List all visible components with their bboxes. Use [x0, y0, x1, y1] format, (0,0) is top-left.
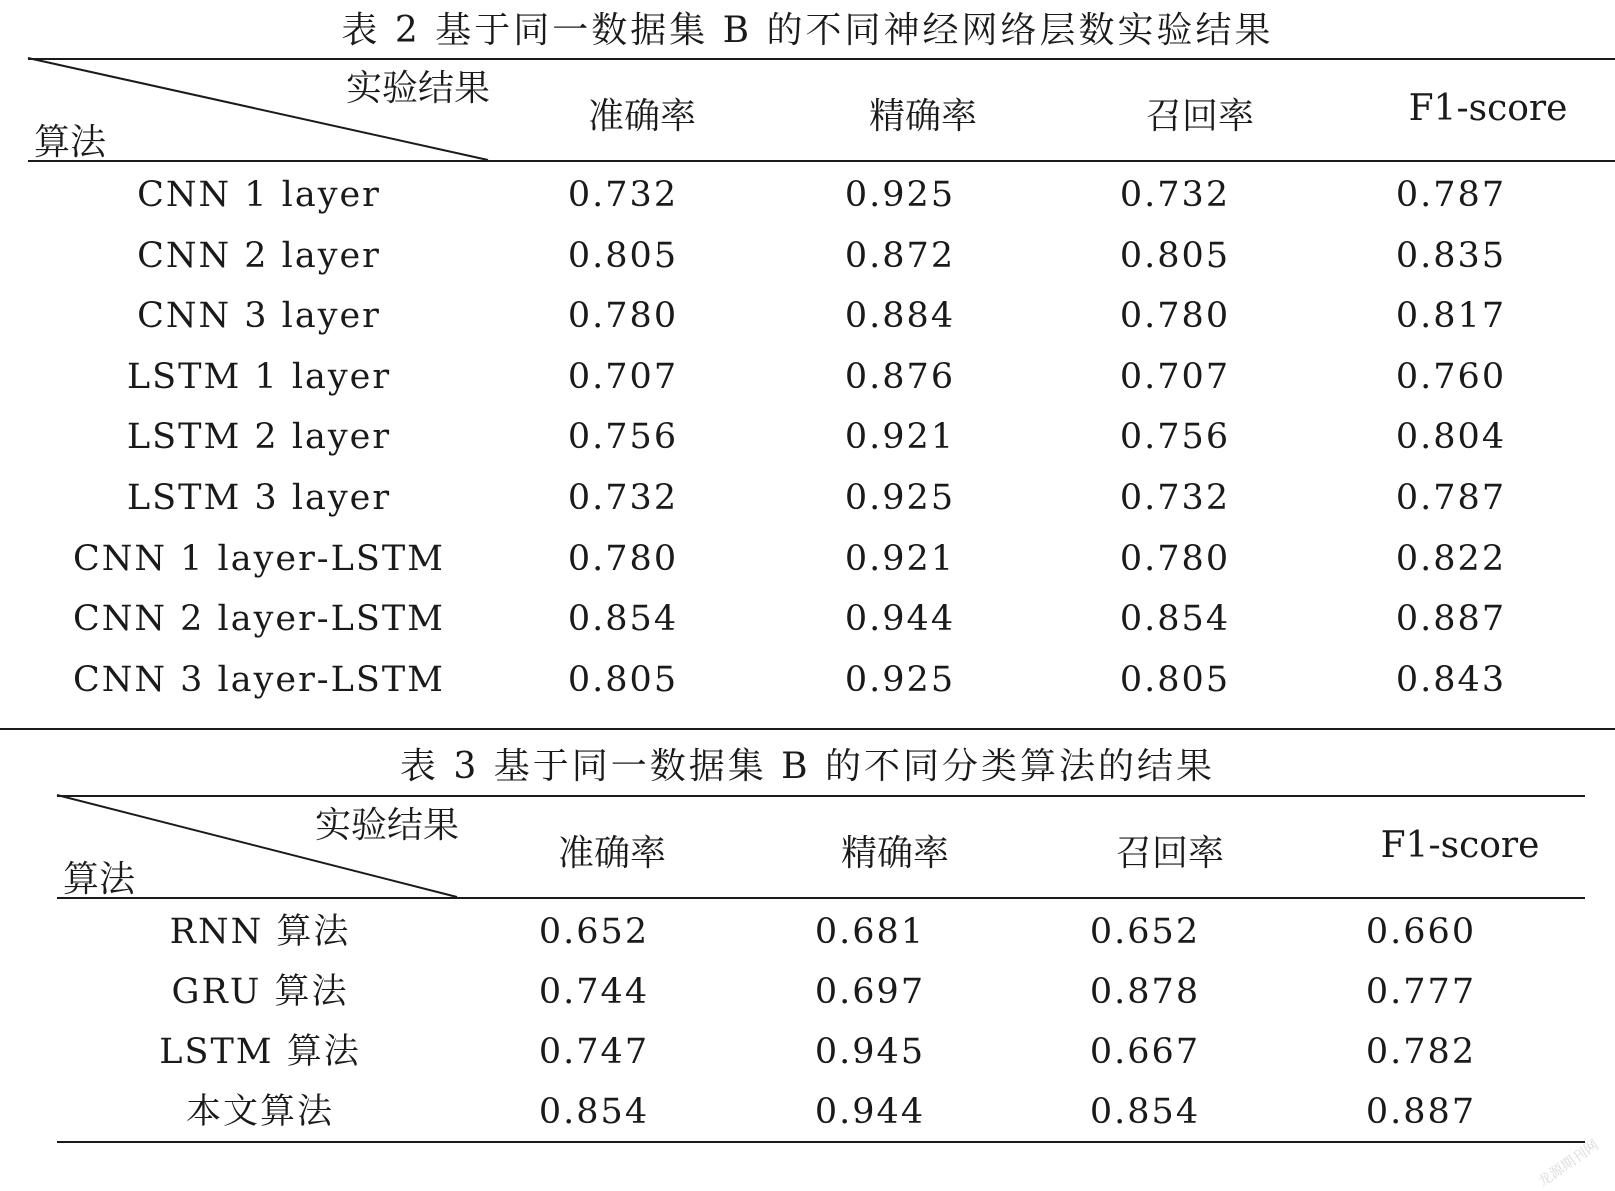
table-row — [28, 528, 1615, 590]
cell-precision: 0.884 — [844, 296, 956, 336]
table-row — [57, 901, 1585, 963]
table-row — [57, 1081, 1585, 1143]
cell-recall: 0.780 — [1119, 539, 1231, 579]
table2 — [28, 58, 1615, 728]
cell-precision: 0.925 — [844, 660, 956, 700]
cell-f1: 0.782 — [1365, 1032, 1477, 1072]
cell-precision: 0.921 — [844, 417, 956, 457]
cell-accuracy: 0.756 — [567, 417, 679, 457]
row-label: GRU 算法 — [171, 972, 349, 1012]
cell-accuracy: 0.780 — [567, 296, 679, 336]
cell-recall: 0.652 — [1089, 912, 1201, 952]
table-row — [28, 346, 1615, 408]
table3-bottom-rule — [57, 1141, 1585, 1143]
row-label: LSTM 2 layer — [126, 417, 392, 457]
table2-caption: 表 2 基于同一数据集 B 的不同神经网络层数实验结果 — [341, 10, 1274, 51]
cell-precision: 0.697 — [814, 972, 926, 1012]
row-label: LSTM 3 layer — [126, 478, 392, 518]
cell-accuracy: 0.732 — [567, 478, 679, 518]
cell-recall: 0.878 — [1089, 972, 1201, 1012]
cell-recall: 0.854 — [1089, 1092, 1201, 1132]
table3 — [57, 795, 1585, 1145]
cell-accuracy: 0.854 — [567, 599, 679, 639]
cell-recall: 0.780 — [1119, 296, 1231, 336]
cell-f1: 0.887 — [1365, 1092, 1477, 1132]
cell-precision: 0.921 — [844, 539, 956, 579]
cell-accuracy: 0.744 — [538, 972, 650, 1012]
cell-recall: 0.756 — [1119, 417, 1231, 457]
row-label: CNN 1 layer-LSTM — [72, 539, 446, 579]
table2-col-recall: 召回率 — [1145, 96, 1255, 137]
cell-f1: 0.760 — [1395, 357, 1507, 397]
cell-accuracy: 0.780 — [567, 539, 679, 579]
cell-accuracy: 0.732 — [567, 175, 679, 215]
row-label: 本文算法 — [185, 1092, 335, 1132]
cell-precision: 0.872 — [844, 236, 956, 276]
cell-recall: 0.805 — [1119, 236, 1231, 276]
cell-f1: 0.777 — [1365, 972, 1477, 1012]
table-row — [57, 961, 1585, 1023]
row-label: CNN 3 layer — [137, 296, 381, 336]
table3-col-f1: F1-score — [1380, 825, 1540, 866]
cell-accuracy: 0.805 — [567, 236, 679, 276]
table2-col-accuracy: 准确率 — [587, 96, 697, 137]
cell-f1: 0.887 — [1395, 599, 1507, 639]
row-label: LSTM 算法 — [159, 1032, 361, 1072]
cell-f1: 0.843 — [1395, 660, 1507, 700]
cell-recall: 0.667 — [1089, 1032, 1201, 1072]
table3-col-accuracy: 准确率 — [557, 833, 667, 874]
row-label: CNN 1 layer — [137, 175, 381, 215]
cell-recall: 0.854 — [1119, 599, 1231, 639]
cell-f1: 0.817 — [1395, 296, 1507, 336]
table-row — [57, 1021, 1585, 1083]
cell-recall: 0.732 — [1119, 175, 1231, 215]
table3-corner-top: 实验结果 — [315, 805, 460, 846]
cell-precision: 0.876 — [844, 357, 956, 397]
table-row — [28, 164, 1615, 226]
cell-recall: 0.805 — [1119, 660, 1231, 700]
cell-precision: 0.944 — [844, 599, 956, 639]
table3-col-precision: 精确率 — [840, 833, 950, 874]
table2-col-precision: 精确率 — [868, 96, 978, 137]
cell-recall: 0.707 — [1119, 357, 1231, 397]
cell-accuracy: 0.747 — [538, 1032, 650, 1072]
table2-corner-top: 实验结果 — [346, 68, 491, 109]
row-label: CNN 2 layer — [137, 236, 381, 276]
cell-accuracy: 0.652 — [538, 912, 650, 952]
table-row — [28, 285, 1615, 347]
table-row — [28, 406, 1615, 468]
cell-f1: 0.787 — [1395, 175, 1507, 215]
table-row — [28, 588, 1615, 650]
watermark: 龙源期刊网 — [1535, 1137, 1602, 1191]
table3-corner-bottom: 算法 — [63, 859, 136, 900]
row-label: RNN 算法 — [169, 912, 351, 952]
table2-bottom-rule — [0, 728, 1615, 730]
cell-accuracy: 0.805 — [567, 660, 679, 700]
cell-precision: 0.944 — [814, 1092, 926, 1132]
row-label: LSTM 1 layer — [126, 357, 392, 397]
table-row — [28, 467, 1615, 529]
table-row — [28, 649, 1615, 711]
cell-f1: 0.660 — [1365, 912, 1477, 952]
cell-accuracy: 0.854 — [538, 1092, 650, 1132]
cell-f1: 0.804 — [1395, 417, 1507, 457]
table2-col-f1: F1-score — [1408, 88, 1568, 129]
cell-recall: 0.732 — [1119, 478, 1231, 518]
cell-f1: 0.787 — [1395, 478, 1507, 518]
row-label: CNN 3 layer-LSTM — [72, 660, 446, 700]
cell-precision: 0.681 — [814, 912, 926, 952]
table-row — [28, 225, 1615, 287]
cell-precision: 0.945 — [814, 1032, 926, 1072]
cell-f1: 0.835 — [1395, 236, 1507, 276]
table2-corner-bottom: 算法 — [34, 122, 107, 163]
cell-precision: 0.925 — [844, 175, 956, 215]
table3-header-rule — [57, 897, 1585, 899]
cell-precision: 0.925 — [844, 478, 956, 518]
table2-header-rule — [28, 160, 1615, 162]
row-label: CNN 2 layer-LSTM — [72, 599, 446, 639]
cell-accuracy: 0.707 — [567, 357, 679, 397]
cell-f1: 0.822 — [1395, 539, 1507, 579]
table3-caption: 表 3 基于同一数据集 B 的不同分类算法的结果 — [399, 746, 1216, 787]
table3-col-recall: 召回率 — [1115, 833, 1225, 874]
